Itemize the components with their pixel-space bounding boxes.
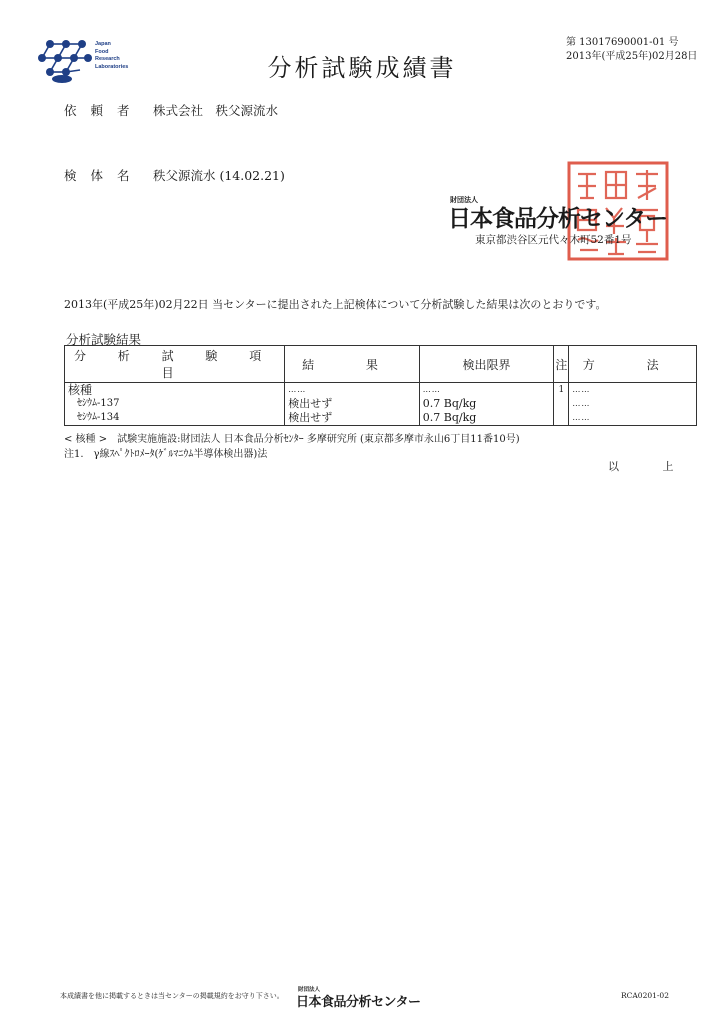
row-note (554, 411, 569, 426)
row-result: 検出せず (285, 397, 420, 411)
sample-label: 検 体 名 (64, 168, 135, 183)
footer-code: RCA0201-02 (621, 991, 669, 1000)
document-number: 第 13017690001-01 号 (566, 37, 679, 48)
group-item: 核種 (65, 383, 285, 398)
logo-text: Japan Food Research Laboratories (95, 41, 129, 70)
footer-disclaimer: 本成績書を他に掲載するときは当センターの掲載規約をお守り下さい。 (60, 992, 284, 1000)
method-note: 注1. γ線ｽﾍﾟｸﾄﾛﾒｰﾀ(ｹﾞﾙﾏﾆｳﾑ半導体検出器)法 (64, 449, 268, 460)
header-note: 注 (554, 346, 569, 383)
header-result: 結 果 (285, 346, 420, 383)
intro-text: 2013年(平成25年)02月22日 当センターに提出された上記検体について分析試験した結果は次のとおりです。 (64, 298, 607, 311)
sample-value: 秩父源流水 (14.02.21) (153, 168, 285, 183)
closing-mark: 以 上 (608, 460, 694, 473)
org-prefix: 財団法人 (450, 197, 478, 204)
header-method: 方 法 (569, 346, 697, 383)
header-item: 分 析 試 験 項 目 (65, 346, 285, 383)
row-item: ｾｼｳﾑ-134 (65, 411, 285, 426)
table-row (65, 397, 697, 411)
group-result: …… (285, 383, 420, 398)
row-result: 検出せず (285, 411, 420, 426)
row-method: …… (569, 411, 697, 426)
row-limit: 0.7 Bq/kg (419, 411, 554, 426)
table-row (65, 383, 697, 398)
group-note: 1 (554, 383, 569, 398)
row-method: …… (569, 397, 697, 411)
row-note (554, 397, 569, 411)
org-name: 日本食品分析センター (448, 205, 668, 231)
results-table (64, 345, 697, 426)
org-address: 東京都渋谷区元代々木町52番1号 (475, 234, 632, 246)
group-method: …… (569, 383, 697, 398)
document-title: 分析試験成績書 (267, 54, 457, 82)
footer-org-prefix: 財団法人 (298, 987, 321, 993)
header-limit: 検出限界 (419, 346, 554, 383)
footer-org-name: 日本食品分析センター (296, 994, 421, 1009)
requester-label: 依 頼 者 (64, 103, 135, 118)
facility-note: < 核種 > 試験実施施設:財団法人 日本食品分析ｾﾝﾀｰ 多摩研究所 (東京都多摩市永山6丁目11番10号) (64, 434, 520, 445)
table-row (65, 411, 697, 426)
group-limit: …… (419, 383, 554, 398)
results-section-title: 分析試験結果 (66, 332, 142, 347)
results-header-row (65, 346, 697, 383)
requester-value: 株式会社 秩父源流水 (153, 103, 279, 118)
document-date: 2013年(平成25年)02月28日 (566, 51, 698, 62)
row-limit: 0.7 Bq/kg (419, 397, 554, 411)
row-item: ｾｼｳﾑ-137 (65, 397, 285, 411)
